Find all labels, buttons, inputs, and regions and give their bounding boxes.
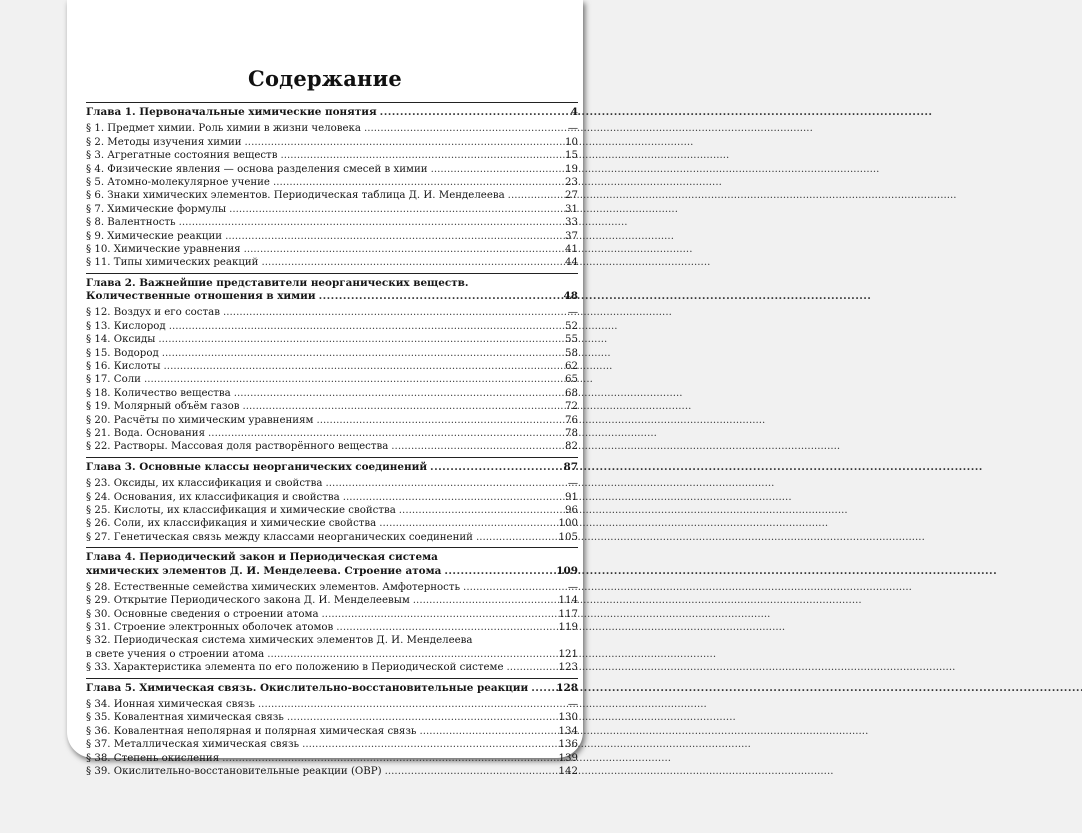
dot-leader xyxy=(430,461,553,474)
dot-leader xyxy=(322,608,553,621)
dot-leader xyxy=(244,243,553,256)
toc-section-row[interactable] xyxy=(86,698,578,711)
toc-section-row[interactable] xyxy=(86,491,578,504)
toc-section-row[interactable] xyxy=(86,581,578,594)
toc-section-row[interactable] xyxy=(86,347,578,360)
toc-section-row[interactable] xyxy=(86,517,578,530)
dot-leader xyxy=(476,531,553,544)
toc-section-row[interactable] xyxy=(86,752,578,765)
section-title: § 11. Типы химических реакций xyxy=(86,257,259,269)
dot-leader xyxy=(223,306,553,319)
dot-leader xyxy=(162,347,553,360)
dot-leader xyxy=(385,765,553,778)
chapter-1-sections xyxy=(86,122,578,269)
chapter-2-heading-line1[interactable]: Глава 2. Важнейшие представители неорганических веществ. xyxy=(86,276,469,289)
toc-section-row[interactable] xyxy=(86,373,578,386)
dot-leader xyxy=(242,400,553,413)
chapter-4-page: 109 xyxy=(556,564,578,577)
chapter-5-page: 128 xyxy=(556,681,578,694)
dot-leader xyxy=(319,290,553,303)
section-page-number: 33 xyxy=(565,217,578,229)
toc-section-row[interactable] xyxy=(86,360,578,373)
dot-leader xyxy=(364,122,553,135)
toc-section-row[interactable] xyxy=(86,306,578,319)
section-title: § 26. Соли, их классификация и химические свойства xyxy=(86,518,377,530)
section-title: § 29. Открытие Периодического закона Д. И. Менделеевым xyxy=(86,595,410,607)
section-page-number: 27 xyxy=(565,190,578,202)
dot-leader xyxy=(287,711,553,724)
dot-leader xyxy=(267,648,553,661)
table-of-contents xyxy=(86,102,578,778)
toc-section-row[interactable] xyxy=(86,725,578,738)
toc-section-row[interactable] xyxy=(86,136,578,149)
section-page-number: 10 xyxy=(565,136,578,148)
section-page-number: 105 xyxy=(558,531,578,543)
toc-section-row[interactable] xyxy=(86,477,578,490)
toc-section-row[interactable] xyxy=(86,765,578,778)
section-title: § 2. Методы изучения химии xyxy=(86,136,242,148)
toc-section-row[interactable] xyxy=(86,333,578,346)
section-title: § 38. Степень окисления xyxy=(86,752,220,764)
section-page-number: 119 xyxy=(558,622,578,634)
toc-section-row[interactable] xyxy=(86,738,578,751)
toc-section-row[interactable] xyxy=(86,400,578,413)
section-page-number: 19 xyxy=(565,163,578,175)
dot-leader xyxy=(431,163,553,176)
chapter-2-heading[interactable]: Количественные отношения в химии . . . 48 xyxy=(86,290,578,303)
section-page-number: 82 xyxy=(565,441,578,453)
section-title: § 1. Предмет химии. Роль химии в жизни человека xyxy=(86,123,361,135)
chapter-2-page: 48 xyxy=(563,290,578,303)
dot-leader xyxy=(399,504,553,517)
toc-section-row[interactable] xyxy=(86,621,578,634)
section-page-number: 91 xyxy=(565,491,578,503)
section-page-number: — xyxy=(567,478,578,490)
section-page-number: 72 xyxy=(565,401,578,413)
section-page-number: — xyxy=(567,699,578,711)
chapter-divider xyxy=(86,273,578,274)
section-title: § 6. Знаки химических элементов. Периодическая таблица Д. И. Менделеева xyxy=(86,190,505,202)
toc-section-row[interactable] xyxy=(86,427,578,440)
section-page-number: 96 xyxy=(565,504,578,516)
section-title: § 34. Ионная химическая связь xyxy=(86,699,255,711)
toc-section-row[interactable] xyxy=(86,163,578,176)
dot-leader xyxy=(316,414,553,427)
section-33[interactable]: § 33. Характеристика элемента по его положению в Периодической системе . . . 123 xyxy=(86,661,578,674)
toc-section-row[interactable] xyxy=(86,608,578,621)
toc-section-row[interactable] xyxy=(86,203,578,216)
section-title: § 20. Расчёты по химическим уравнениям xyxy=(86,414,314,426)
toc-section-row[interactable] xyxy=(86,320,578,333)
section-title: § 25. Кислоты, их классификация и химические свойства xyxy=(86,504,396,516)
chapter-divider xyxy=(86,102,578,103)
toc-section-row[interactable] xyxy=(86,387,578,400)
dot-leader xyxy=(234,387,553,400)
dot-leader xyxy=(164,360,553,373)
section-title: § 14. Оксиды xyxy=(86,334,156,346)
section-page-number: 117 xyxy=(558,608,578,620)
section-page-number: 78 xyxy=(565,427,578,439)
dot-leader xyxy=(245,136,553,149)
section-title: § 35. Ковалентная химическая связь xyxy=(86,712,284,724)
section-title: § 16. Кислоты xyxy=(86,361,161,373)
section-page-number: 37 xyxy=(565,230,578,242)
dot-leader xyxy=(508,189,553,202)
dot-leader xyxy=(326,477,554,490)
section-page-number: 130 xyxy=(558,712,578,724)
toc-section-row[interactable] xyxy=(86,230,578,243)
section-title: § 37. Металлическая химическая связь xyxy=(86,739,300,751)
section-32-line1[interactable]: § 32. Периодическая система химических элементов Д. И. Менделеева xyxy=(86,635,473,647)
section-page-number: — xyxy=(567,307,578,319)
chapter-1-page: 4 xyxy=(570,106,578,118)
section-page-number: 100 xyxy=(558,518,578,530)
chapter-divider xyxy=(86,547,578,548)
dot-leader xyxy=(229,203,553,216)
section-32[interactable]: в свете учения о строении атома . . . 121 xyxy=(86,648,578,661)
section-page-number: 76 xyxy=(565,414,578,426)
section-title: § 7. Химические формулы xyxy=(86,203,227,215)
dot-leader xyxy=(222,752,553,765)
section-title: § 39. Окислительно-восстановительные реакции (ОВР) xyxy=(86,765,382,777)
section-title: § 23. Оксиды, их классификация и свойства xyxy=(86,478,323,490)
section-page-number: — xyxy=(567,123,578,135)
section-page-number: — xyxy=(567,581,578,593)
section-page-number: 136 xyxy=(558,739,578,751)
dot-leader xyxy=(506,661,553,674)
chapter-divider xyxy=(86,678,578,679)
chapter-1-heading[interactable]: Глава 1. Первоначальные химические понятия . . . 4 xyxy=(86,106,578,119)
section-page-number: 139 xyxy=(558,752,578,764)
section-title: § 5. Атомно-молекулярное учение xyxy=(86,176,270,188)
chapter-5-sections xyxy=(86,698,578,778)
dot-leader xyxy=(336,621,553,634)
chapter-2-sections xyxy=(86,306,578,453)
dot-leader xyxy=(379,517,553,530)
section-page-number: 62 xyxy=(565,361,578,373)
section-title: § 24. Основания, их классификация и свойства xyxy=(86,491,340,503)
dot-leader xyxy=(419,725,553,738)
section-page-number: 15 xyxy=(565,150,578,162)
chapter-3-page: 87 xyxy=(563,460,578,473)
book-page xyxy=(67,0,583,777)
toc-section-row[interactable] xyxy=(86,440,578,453)
section-page-number: 52 xyxy=(565,320,578,332)
dot-leader xyxy=(413,594,553,607)
dot-leader xyxy=(169,320,553,333)
section-title: § 19. Молярный объём газов xyxy=(86,401,240,413)
dot-leader xyxy=(343,491,553,504)
section-page-number: 142 xyxy=(558,765,578,777)
dot-leader xyxy=(280,149,553,162)
chapter-divider xyxy=(86,457,578,458)
section-page-number: 31 xyxy=(565,203,578,215)
toc-section-row[interactable] xyxy=(86,414,578,427)
toc-section-row[interactable] xyxy=(86,216,578,229)
section-title: § 15. Водород xyxy=(86,347,159,359)
dot-leader xyxy=(208,427,553,440)
section-title: § 31. Строение электронных оболочек атомов xyxy=(86,622,334,634)
section-title: § 10. Химические уравнения xyxy=(86,243,241,255)
dot-leader xyxy=(380,106,553,119)
toc-section-row[interactable] xyxy=(86,711,578,724)
section-page-number: 68 xyxy=(565,387,578,399)
dot-leader xyxy=(302,738,553,751)
chapter-3-sections xyxy=(86,477,578,544)
section-title: § 36. Ковалентная неполярная и полярная химическая связь xyxy=(86,725,417,737)
chapter-3-heading[interactable]: Глава 3. Основные классы неорганических соединений . . . 87 xyxy=(86,461,578,474)
dot-leader xyxy=(444,565,553,578)
section-title: § 22. Растворы. Массовая доля растворённого вещества xyxy=(86,441,389,453)
section-page-number: 41 xyxy=(565,243,578,255)
toc-section-row[interactable] xyxy=(86,176,578,189)
dot-leader xyxy=(158,333,553,346)
section-page-number: 134 xyxy=(558,725,578,737)
dot-leader xyxy=(258,698,553,711)
section-title: § 13. Кислород xyxy=(86,320,166,332)
chapter-5-heading[interactable]: Глава 5. Химическая связь. Окислительно-восстановительные реакции . . . 128 xyxy=(86,682,578,695)
section-title: § 4. Физические явления — основа разделения смесей в химии xyxy=(86,163,428,175)
dot-leader xyxy=(144,373,553,386)
page-title: Содержание xyxy=(248,66,402,91)
dot-leader xyxy=(531,682,553,695)
toc-section-row[interactable] xyxy=(86,594,578,607)
section-page-number: 114 xyxy=(558,595,578,607)
section-title: § 28. Естественные семейства химических элементов. Амфотерность xyxy=(86,581,461,593)
dot-leader xyxy=(179,216,553,229)
section-page-number: 23 xyxy=(565,176,578,188)
toc-section-row[interactable] xyxy=(86,243,578,256)
toc-section-row[interactable] xyxy=(86,531,578,544)
dot-leader xyxy=(273,176,553,189)
toc-section-row[interactable] xyxy=(86,504,578,517)
section-title: § 27. Генетическая связь между классами неорганических соединений xyxy=(86,531,473,543)
section-title: § 3. Агрегатные состояния веществ xyxy=(86,150,278,162)
section-title: § 12. Воздух и его состав xyxy=(86,307,220,319)
dot-leader xyxy=(391,440,553,453)
toc-section-row[interactable] xyxy=(86,189,578,202)
toc-section-row[interactable] xyxy=(86,256,578,269)
section-33-page: 123 xyxy=(558,662,578,674)
section-title: § 9. Химические реакции xyxy=(86,230,223,242)
section-page-number: 55 xyxy=(565,334,578,346)
toc-section-row[interactable] xyxy=(86,122,578,135)
section-title: § 8. Валентность xyxy=(86,217,176,229)
section-title: § 21. Вода. Основания xyxy=(86,427,206,439)
chapter-4-sections xyxy=(86,581,578,635)
section-title: § 17. Соли xyxy=(86,374,141,386)
chapter-4-heading[interactable]: химических элементов Д. И. Менделеева. Строение атома . . . 109 xyxy=(86,565,578,578)
section-title: § 30. Основные сведения о строении атома xyxy=(86,608,319,620)
dot-leader xyxy=(463,581,553,594)
section-page-number: 58 xyxy=(565,347,578,359)
dot-leader xyxy=(225,230,553,243)
section-32-page: 121 xyxy=(558,648,578,660)
dot-leader xyxy=(261,256,553,269)
section-page-number: 44 xyxy=(565,257,578,269)
section-page-number: 65 xyxy=(565,374,578,386)
chapter-4-heading-line1[interactable]: Глава 4. Периодический закон и Периодическая система xyxy=(86,551,438,564)
section-title: § 18. Количество вещества xyxy=(86,387,231,399)
toc-section-row[interactable] xyxy=(86,149,578,162)
